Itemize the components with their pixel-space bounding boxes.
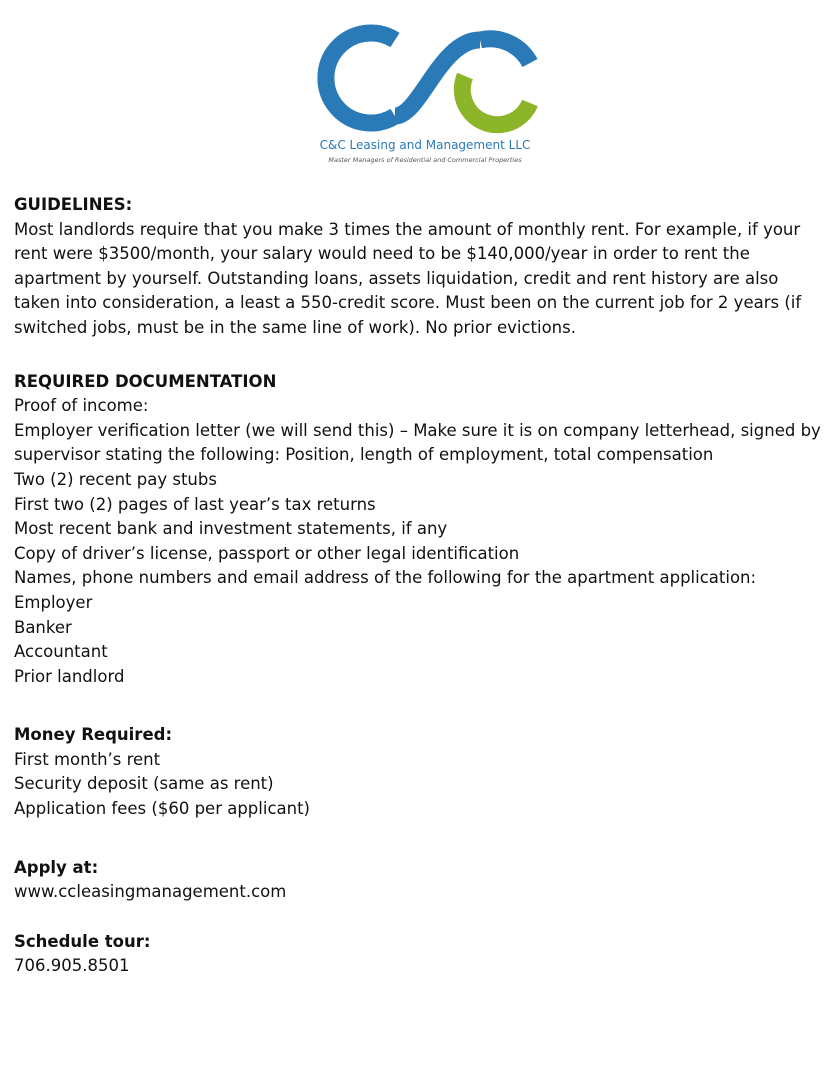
doc-item: Proof of income: bbox=[14, 396, 149, 416]
tour-phone: 706.905.8501 bbox=[14, 956, 130, 976]
apply-heading: Apply at: bbox=[14, 857, 99, 877]
apply-url: www.ccleasingmanagement.com bbox=[14, 882, 287, 902]
doc-item: Employer bbox=[14, 592, 93, 612]
document-body bbox=[14, 193, 826, 979]
company-name: C&C Leasing and Management LLC bbox=[319, 138, 531, 152]
company-logo bbox=[300, 18, 550, 168]
tour-heading: Schedule tour: bbox=[14, 931, 151, 951]
money-item: First month’s rent bbox=[14, 749, 161, 769]
doc-item: Accountant bbox=[14, 642, 108, 662]
company-tagline: Master Managers of Residential and Commercial Properties bbox=[328, 156, 522, 164]
doc-item: Names, phone numbers and email address of the following for the apartment application: bbox=[14, 568, 757, 588]
documentation-heading: REQUIRED DOCUMENTATION bbox=[14, 371, 277, 391]
money-item: Application fees ($60 per applicant) bbox=[14, 799, 310, 819]
doc-item: First two (2) pages of last year’s tax returns bbox=[14, 494, 376, 514]
doc-item: Employer verification letter (we will send this) – Make sure it is on company letterhead, signed by supervisor stating the following: Position, length of employment, total compensation bbox=[14, 420, 821, 465]
doc-item: Prior landlord bbox=[14, 666, 125, 686]
cc-logo-mark bbox=[300, 18, 550, 138]
money-heading: Money Required: bbox=[14, 725, 173, 745]
doc-item: Two (2) recent pay stubs bbox=[14, 469, 217, 489]
doc-item: Most recent bank and investment statements, if any bbox=[14, 519, 448, 539]
guidelines-text: Most landlords require that you make 3 times the amount of monthly rent. For example, if your rent were $3500/month, your salary would need to be $140,000/year in order to rent the apartment by yourself. Outstanding loans, assets liquidation, credit and rent history are also taken into consideration, a least a 550-credit score. Must been on the current job for 2 years (if switched jobs, must be in the same line of work). No prior evictions. bbox=[14, 219, 802, 337]
guidelines-heading: GUIDELINES: bbox=[14, 195, 133, 214]
doc-item: Banker bbox=[14, 617, 72, 637]
money-item: Security deposit (same as rent) bbox=[14, 774, 274, 794]
doc-item: Copy of driver’s license, passport or other legal identification bbox=[14, 543, 520, 563]
